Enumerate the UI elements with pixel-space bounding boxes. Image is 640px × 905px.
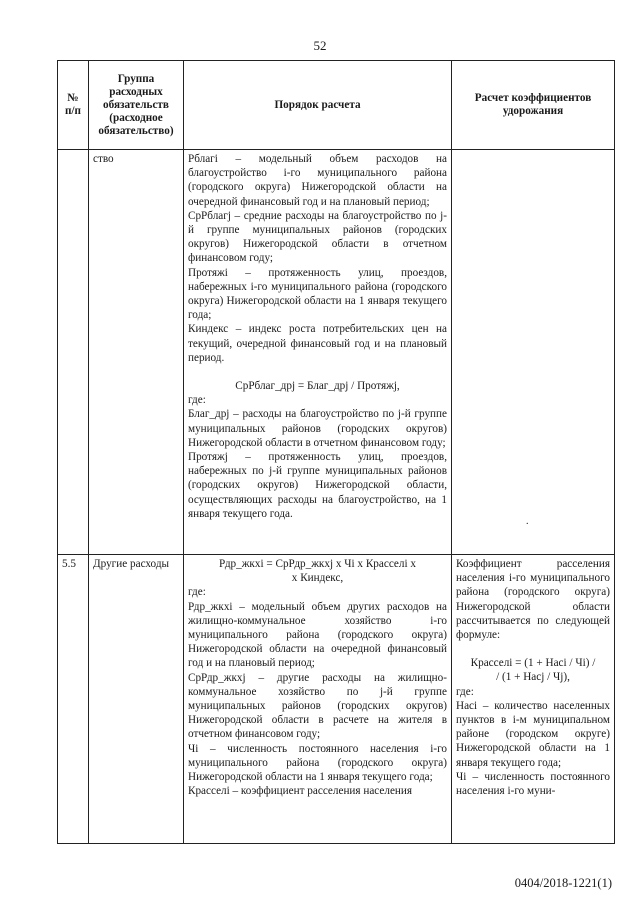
coef-paragraph: Насі – количество населенных пунктов в і-м муниципальном районе (городском округе) Нижегородской области на 1 января текущего года; <box>456 699 610 769</box>
row2-calc <box>184 555 452 844</box>
where-label: где: <box>188 394 206 407</box>
coef-paragraph: Коэффициент расселения населения і-го муниципального района (городского округа) Нижегородской области рассчитывается по следующей формуле: <box>456 558 610 642</box>
table-row <box>58 555 615 844</box>
document-code: 0404/2018-1221(1) <box>514 876 612 890</box>
calculation-table <box>57 60 615 844</box>
calc-paragraph: Чі – численность постоянного населения і-го муниципального района (городского округа) Нижегородской области на 1 января текущего года; <box>188 742 447 784</box>
coef-paragraph: Чі – численность постоянного населения і-го муни- <box>456 770 610 798</box>
stray-mark: . <box>526 516 529 527</box>
formula-line: х Киндекс, <box>291 572 344 585</box>
row2-num: 5.5 <box>58 555 89 844</box>
row1-calc <box>184 150 452 555</box>
formula-line: Рдр_жкхі = СрРдр_жкхј х Чі х Красселі х <box>219 558 416 570</box>
coef-formula-line: Красселі = (1 + Насі / Чі) / <box>470 657 596 670</box>
header-num: № п/п <box>58 61 89 150</box>
row1-num <box>58 150 89 555</box>
calc-paragraph: Рдр_жкхі – модельный объем других расходов на жилищно-коммунальное хозяйство і-го муниципального района (городского округа) Нижегородской области на очередной финансовый год и на плановый период; <box>188 600 447 670</box>
calc-paragraph: Протяжј – протяженность улиц, проездов, набережных по j-й группе муниципальных районов (городских округов) Нижегородской области, осуществляющих расходы на благоустройство, на 1 января текущего года. <box>188 451 447 520</box>
table-row <box>58 150 615 555</box>
calc-paragraph: Рблагі – модельный объем расходов на благоустройство і-го муниципального района (городского округа) Нижегородской области на очередной финансовый год и на плановый период; <box>188 153 447 208</box>
header-group: Группа расходных обязательств (расходное обязательство) <box>89 61 184 150</box>
page-number: 52 <box>313 38 327 53</box>
row1-coef <box>452 150 615 555</box>
table-header-row <box>58 61 615 150</box>
calc-paragraph: Протяжі – протяженность улиц, проездов, набережных і-го муниципального района (городского округа) Нижегородской области на 1 января текущего года; <box>188 266 447 322</box>
formula: СрРблаг_дрј = Благ_дрј / Протяжј, <box>235 380 400 393</box>
row1-group: ство <box>89 150 184 555</box>
calc-paragraph: Красселі – коэффициент расселения населения <box>188 785 413 798</box>
where-label: где: <box>456 685 474 698</box>
coef-formula-line: / (1 + Насј / Чј), <box>496 671 570 684</box>
calc-paragraph: СрРблагј – средние расходы на благоустройство по j-й группе муниципальных районов (городских округов) Нижегородской области в отчетном финансовом году; <box>188 209 447 265</box>
calc-paragraph: СрРдр_жкхј – другие расходы на жилищно-коммунальное хозяйство по j-й группе муниципальных районов (городских округов) Нижегородской области в расчете на жителя в отчетном финансовом году; <box>188 671 447 741</box>
header-coef: Расчет коэффициентов удорожания <box>452 61 615 150</box>
header-calc: Порядок расчета <box>184 61 452 150</box>
row2-group: Другие расходы <box>89 555 184 844</box>
calc-paragraph: Киндекс – индекс роста потребительских цен на текущий, очередной финансовый год и на плановый период. <box>188 323 447 364</box>
row2-coef <box>452 555 615 844</box>
calc-paragraph: Благ_дрј – расходы на благоустройство по j-й группе муниципальных районов (городских округов) Нижегородской области в отчетном финансовом году; <box>188 408 447 449</box>
where-label: где: <box>188 586 206 599</box>
